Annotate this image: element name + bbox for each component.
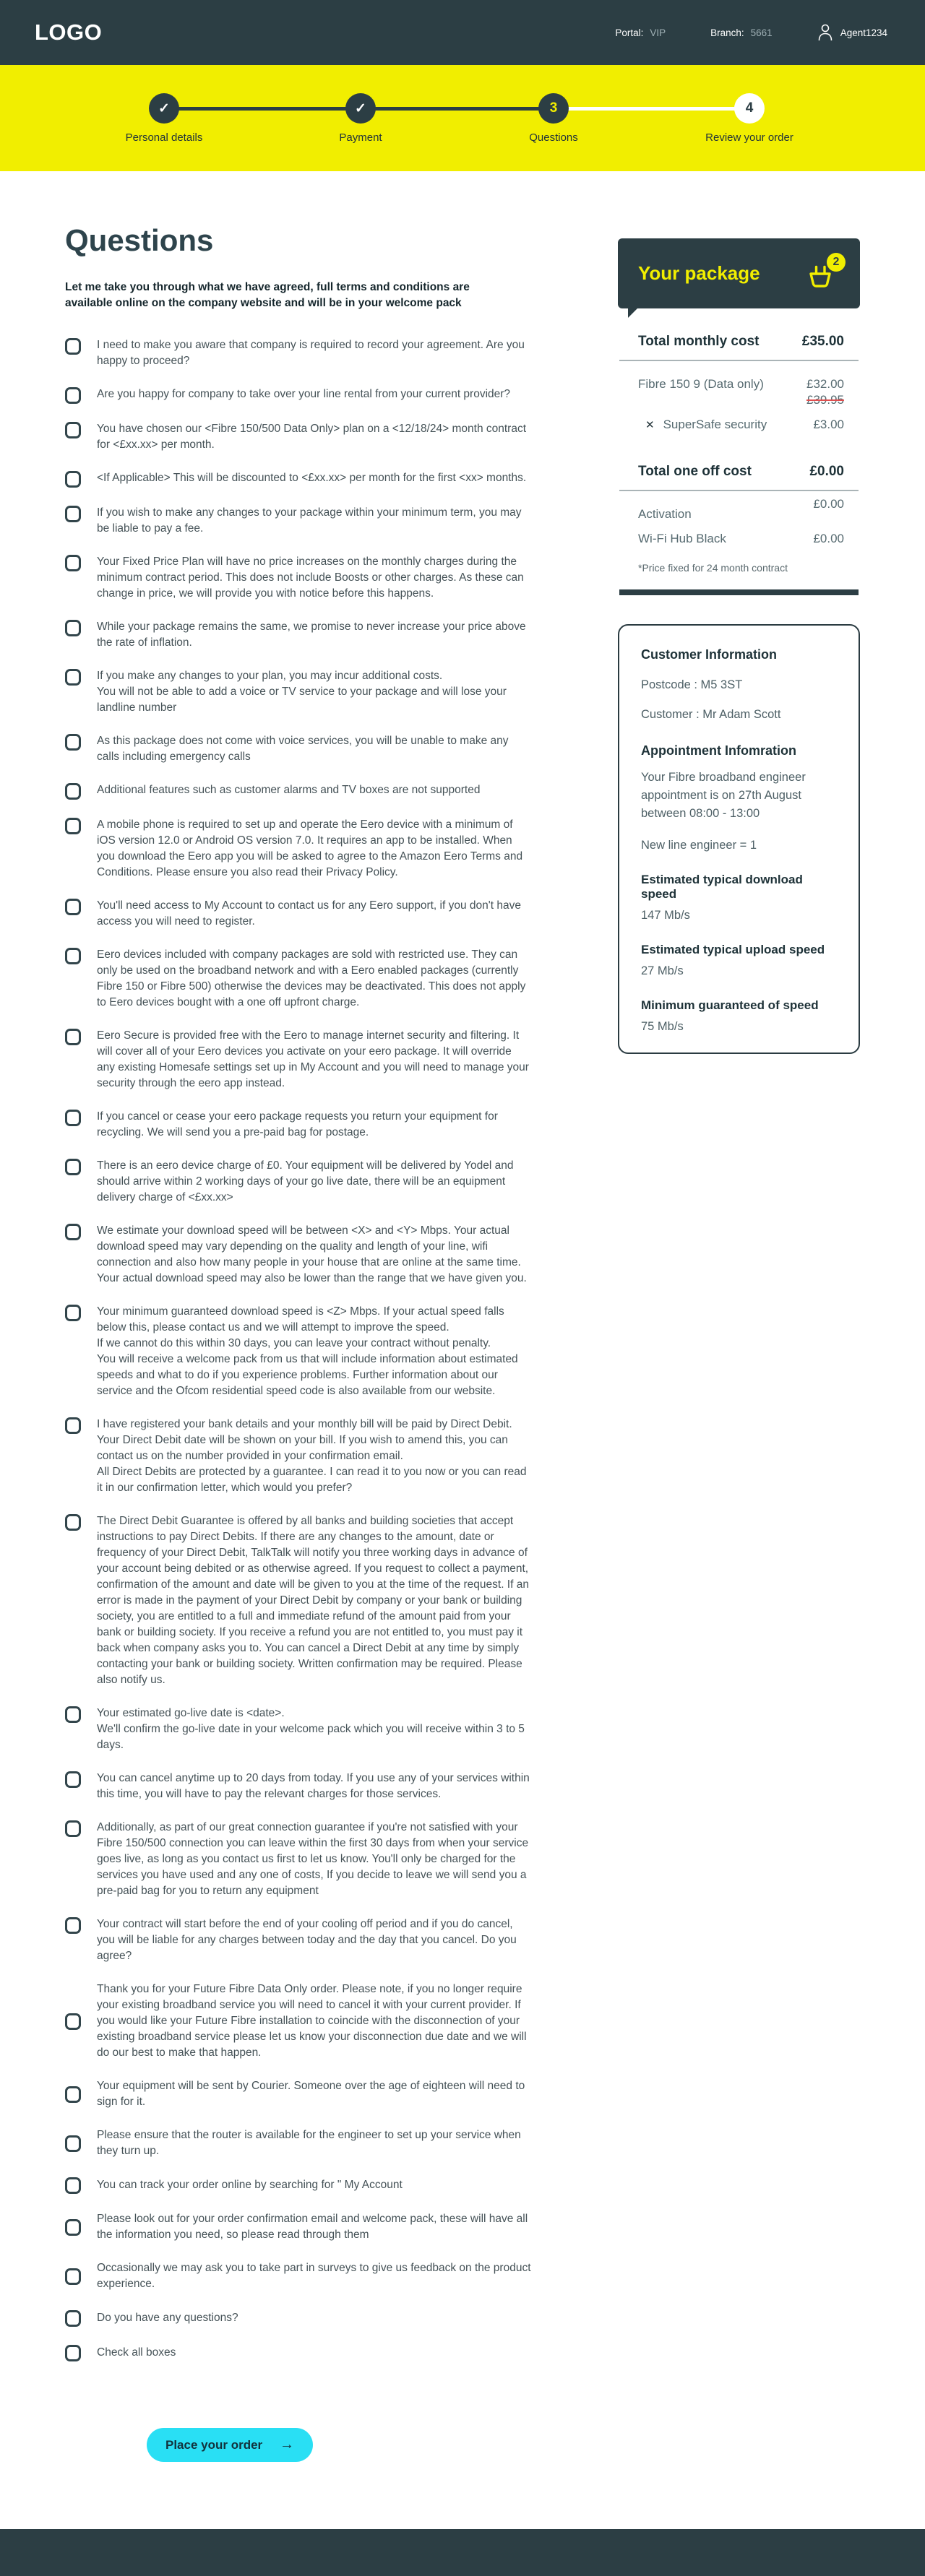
checklist-item xyxy=(65,1304,531,1399)
item-checkbox[interactable] xyxy=(65,1771,81,1788)
price-item-label xyxy=(638,377,764,392)
package-card-bottom-bar xyxy=(619,589,859,595)
oneoff-total-value: £0.00 xyxy=(809,464,844,479)
checklist-item xyxy=(65,619,531,651)
speed-block xyxy=(641,998,837,1034)
item-text: Your contract will start before the end of your cooling off period and if you do cancel, you will be liable for any charges between today and the day that you cancel. Do you agree? xyxy=(97,1918,517,1962)
item-text: Eero Secure is provided free with the Eero to manage internet security and filtering. It will cover all of your Eero devices you activate on your eero package. It will override any existing Homesafe settings set up in My Account and you will need to manage your security through the eero app instead. xyxy=(97,1029,529,1089)
item-checkbox[interactable] xyxy=(65,1305,81,1321)
price-item-value: £32.00 xyxy=(806,377,844,391)
checklist-item xyxy=(65,782,531,800)
checklist-item xyxy=(65,1916,531,1964)
item-text: Eero devices included with company packages are sold with restricted use. They can only be used on the broadband network and with a Eero enabled packages (currently Fibre 150 or Fibre 500) otherwise the devices may be deactivated. This does not apply to Eero devices bought with a one off upfront charge. xyxy=(97,948,526,1008)
price-item-name: SuperSafe security xyxy=(663,418,767,431)
item-text: Your estimated go-live date is <date>. We'll confirm the go-live date in your welcome pack which you will receive within 3 to 5 days. xyxy=(97,1707,525,1751)
checklist-item xyxy=(65,898,531,930)
checklist-item xyxy=(65,2309,531,2327)
place-order-label: Place your order xyxy=(165,2437,263,2452)
checklist-item xyxy=(65,817,531,881)
price-item-name: Wi-Fi Hub Black xyxy=(638,532,726,545)
checklist-item xyxy=(65,470,531,488)
step-2-check-icon[interactable]: ✓ xyxy=(345,93,376,124)
price-item-label xyxy=(638,418,767,432)
branch-label: Branch: xyxy=(710,27,744,38)
item-checkbox[interactable] xyxy=(65,669,81,686)
item-checkbox[interactable] xyxy=(65,1706,81,1723)
price-row xyxy=(638,418,844,432)
item-checkbox[interactable] xyxy=(65,1029,81,1045)
price-item-values xyxy=(813,497,844,522)
agent-name: Agent1234 xyxy=(840,27,887,38)
item-text: If you cancel or cease your eero package requests you return your equipment for recycling. We will send you a pre-paid bag for postage. xyxy=(97,1110,498,1138)
page-title: Questions xyxy=(65,223,214,257)
main-content xyxy=(0,171,925,2462)
item-checkbox[interactable] xyxy=(65,2345,81,2361)
speed-block xyxy=(641,873,837,922)
item-text: If you wish to make any changes to your package within your minimum term, you may be liable to pay a fee. xyxy=(97,506,522,535)
step-4-number[interactable]: 4 xyxy=(734,93,765,124)
checklist-item xyxy=(65,2127,531,2159)
app-header xyxy=(0,0,925,65)
checklist-item xyxy=(65,386,531,404)
customer-name: Customer : Mr Adam Scott xyxy=(641,708,781,721)
oneoff-total-row xyxy=(619,464,859,491)
item-checkbox[interactable] xyxy=(65,555,81,571)
package-card-header xyxy=(618,238,860,308)
item-text: Your equipment will be sent by Courier. Someone over the age of eighteen will need to sign for it. xyxy=(97,2080,525,2108)
price-item-label xyxy=(638,507,692,522)
speed-label: Estimated typical upload speed xyxy=(641,943,825,956)
item-checkbox[interactable] xyxy=(65,422,81,438)
price-item-value: £3.00 xyxy=(813,418,844,431)
speed-block xyxy=(641,943,837,978)
logo: LOGO xyxy=(35,20,103,45)
monthly-total-label: Total monthly cost xyxy=(638,334,760,349)
item-checkbox[interactable] xyxy=(65,1820,81,1837)
item-checkbox[interactable] xyxy=(65,2177,81,2194)
step-1-check-icon[interactable]: ✓ xyxy=(149,93,179,124)
item-checkbox[interactable] xyxy=(65,2219,81,2236)
checklist-item xyxy=(65,2344,531,2361)
item-checkbox[interactable] xyxy=(65,2013,81,2030)
item-text: Are you happy for company to take over your line rental from your current provider? xyxy=(97,388,511,400)
item-text: A mobile phone is required to set up and operate the Eero device with a minimum of iOS version 12.0 or Android OS version 7.0. It requires an app to be installed. When you download the Eero app you will be asked to agree to the Amazon Eero Terms and Conditions. Please ensure you also read their Privacy Policy. xyxy=(97,818,523,878)
step-1-label: Personal details xyxy=(125,131,203,144)
header-meta xyxy=(615,23,887,42)
monthly-total-value: £35.00 xyxy=(801,334,844,349)
oneoff-total-label: Total one off cost xyxy=(638,464,752,479)
item-checkbox[interactable] xyxy=(65,948,81,964)
basket-icon[interactable] xyxy=(806,257,840,290)
branch-info xyxy=(710,27,773,38)
speed-label: Minimum guaranteed of speed xyxy=(641,998,819,1012)
price-item-values xyxy=(806,377,844,407)
customer-postcode: Postcode : M5 3ST xyxy=(641,678,743,691)
package-card-body xyxy=(618,334,860,595)
user-icon xyxy=(817,23,833,42)
portal-value: VIP xyxy=(650,27,666,38)
checklist-item xyxy=(65,1109,531,1141)
checklist-item xyxy=(65,554,531,602)
checklist-item xyxy=(65,1417,531,1496)
price-item-label xyxy=(638,532,726,546)
item-checkbox[interactable] xyxy=(65,506,81,522)
price-item-was: £39.95 xyxy=(806,393,844,407)
item-text: The Direct Debit Guarantee is offered by all banks and building societies that accept instructions to pay Direct Debits. If there are any changes to the amount, date or frequency of your Direct Debit, TalkTalk will notify you three working days in advance of your account being debited or as otherwise agreed. If you request to collect a payment, confirmation of the amount and date will be given to you at the time of the request. If an error is made in the payment of your Direct Debit by company or your bank or building society, you are entitled to a full and immediate refund of the amount paid from your bank or building society. If you receive a refund you are not entitled to, you must pay it back when company asks you to. You can cancel a Direct Debit at any time by simply contacting your bank or building society. Written confirmation may be required. Please also notify us. xyxy=(97,1515,529,1686)
remove-item-icon[interactable]: ✕ xyxy=(645,419,655,431)
item-checkbox[interactable] xyxy=(65,2135,81,2152)
checklist-item xyxy=(65,1028,531,1092)
speed-list xyxy=(641,873,837,1034)
page-footer xyxy=(0,2529,925,2576)
appointment-title: Appointment Infomration xyxy=(641,743,796,758)
item-text: While your package remains the same, we promise to never increase your price above the rate of inflation. xyxy=(97,621,526,649)
questions-section xyxy=(65,171,549,2462)
speed-value: 147 Mb/s xyxy=(641,909,690,922)
item-text: Do you have any questions? xyxy=(97,2312,238,2324)
customer-info-card xyxy=(618,624,860,1054)
place-order-button[interactable] xyxy=(147,2428,313,2462)
portal-info xyxy=(615,27,666,38)
intro-text: Let me take you through what we have agreed, full terms and conditions are available online on the company website and will be in your welcome pack xyxy=(65,281,470,309)
checklist-item xyxy=(65,1706,531,1753)
checklist-item xyxy=(65,1513,531,1688)
item-checkbox[interactable] xyxy=(65,387,81,404)
item-text: You have chosen our <Fibre 150/500 Data Only> plan on a <12/18/24> month contract for <£xx.xx> per month. xyxy=(97,423,527,451)
monthly-total-row xyxy=(619,334,859,361)
item-text: I have registered your bank details and your monthly bill will be paid by Direct Debit. Your Direct Debit date will be shown on your bill. If you wish to amend this, you can contact us on the number provided in your confirmation email. All Direct Debits are protected by a guarantee. I can read it to you now or you can read it in our confirmation letter, which would you prefer? xyxy=(97,1418,527,1494)
price-item-values xyxy=(813,532,844,546)
step-2-label: Payment xyxy=(339,131,382,144)
branch-value: 5661 xyxy=(750,27,773,38)
item-text: Additionally, as part of our great connection guarantee if you're not satisfied with your Fibre 150/500 connection you can leave within the first 30 days from when your service goes live, as long as you contact us first to let us know. You'll only be charged for the services you have used and any one of costs, If you decide to leave we will send you a pre-paid bag for you to return any equipment xyxy=(97,1821,529,1897)
item-checkbox[interactable] xyxy=(65,2310,81,2327)
item-text: <If Applicable> This will be discounted to <£xx.xx> per month for the first <xx> months. xyxy=(97,472,527,484)
price-row xyxy=(638,497,844,522)
checklist-item xyxy=(65,2078,531,2110)
price-item-name: Fibre 150 9 (Data only) xyxy=(638,377,764,391)
item-text: You'll need access to My Account to contact us for any Eero support, if you don't have access you will need to register. xyxy=(97,899,521,928)
arrow-right-icon: → xyxy=(280,2437,294,2452)
item-text: Please look out for your order confirmation email and welcome pack, these will have all the information you need, so please read through them xyxy=(97,2213,528,2241)
checklist-item xyxy=(65,2260,531,2292)
price-item-values xyxy=(813,418,844,432)
checklist-item xyxy=(65,947,531,1011)
item-text: Please ensure that the router is available for the engineer to set up your service when they turn up. xyxy=(97,2129,521,2157)
item-text: You can cancel anytime up to 20 days from today. If you use any of your services within this time, you will have to pay the relevant charges for those services. xyxy=(97,1772,530,1800)
checklist-item xyxy=(65,668,531,716)
price-item-value: £0.00 xyxy=(813,532,844,545)
engineer-info: New line engineer = 1 xyxy=(641,839,757,852)
checklist-item xyxy=(65,505,531,537)
customer-info-title: Customer Information xyxy=(641,647,778,662)
appointment-text: Your Fibre broadband engineer appointment is on 27th August between 08:00 - 13:00 xyxy=(641,771,806,820)
item-checkbox[interactable] xyxy=(65,818,81,834)
speed-label: Estimated typical download speed xyxy=(641,873,803,901)
portal-label: Portal: xyxy=(615,27,644,38)
item-text: Check all boxes xyxy=(97,2346,176,2359)
speech-tail xyxy=(628,308,637,318)
price-row xyxy=(638,377,844,407)
oneoff-items xyxy=(619,491,859,546)
speed-value: 27 Mb/s xyxy=(641,964,684,977)
item-checkbox[interactable] xyxy=(65,1110,81,1126)
item-text: Your Fixed Price Plan will have no price increases on the monthly charges during the minimum contract period. This does not include Boosts or other charges. As these can change in price, we will provide you with notice before this happens. xyxy=(97,556,524,600)
item-text: Your minimum guaranteed download speed is <Z> Mbps. If your actual speed falls below this, please contact us and we will attempt to improve the speed. If we cannot do this within 30 days, you can leave your contract without penalty. You will receive a welcome pack from us that will include information about estimated speeds and what to do if you experience problems. Further information about our service and the Ofcom residential speed code is also available from our website. xyxy=(97,1305,518,1397)
checklist-item xyxy=(65,2211,531,2243)
item-checkbox[interactable] xyxy=(65,734,81,751)
price-item-value: £0.00 xyxy=(813,497,844,511)
checklist-item xyxy=(65,1981,531,2061)
item-text: As this package does not come with voice services, you will be unable to make any calls including emergency calls xyxy=(97,735,509,763)
basket-count-badge: 2 xyxy=(827,253,846,272)
item-checkbox[interactable] xyxy=(65,1417,81,1434)
checklist-item xyxy=(65,2177,531,2194)
checklist-item xyxy=(65,1820,531,1899)
item-text: We estimate your download speed will be between <X> and <Y> Mbps. Your actual download speed may vary depending on the quality and length of your line, wifi connection and also how many people in your house that are online at the same time. Your actual download speed may also be lower than the range that we have given you. xyxy=(97,1224,527,1284)
item-text: Occasionally we may ask you to take part in surveys to give us feedback on the product experience. xyxy=(97,2262,531,2290)
item-checkbox[interactable] xyxy=(65,2268,81,2285)
price-row xyxy=(638,532,844,546)
item-checkbox[interactable] xyxy=(65,471,81,488)
checklist-item xyxy=(65,733,531,765)
item-text: You can track your order online by searching for " My Account xyxy=(97,2179,403,2191)
price-fixed-note: *Price fixed for 24 month contract xyxy=(638,562,788,574)
item-text: Additional features such as customer alarms and TV boxes are not supported xyxy=(97,784,481,796)
monthly-items xyxy=(619,361,859,432)
checklist-item xyxy=(65,1771,531,1802)
step-3-label: Questions xyxy=(529,131,578,144)
step-3-number[interactable]: 3 xyxy=(538,93,569,124)
progress-stepper xyxy=(0,65,925,171)
price-item-name: Activation xyxy=(638,507,692,521)
stepper-line-remaining xyxy=(554,107,749,111)
package-card xyxy=(618,238,860,595)
agent-info xyxy=(817,23,887,42)
item-text: I need to make you aware that company is required to record your agreement. Are you happy to proceed? xyxy=(97,339,525,367)
step-4-label: Review your order xyxy=(705,131,793,144)
checklist-item xyxy=(65,1158,531,1206)
checklist-item xyxy=(65,337,531,369)
item-checkbox[interactable] xyxy=(65,2086,81,2103)
item-text: Thank you for your Future Fibre Data Only order. Please note, if you no longer require your existing broadband service you will need to cancel it with your current provider. If you would like your Future Fibre installation to coincide with the disconnection of your existing broadband service please let us know your disconnection due date and we will do our best to make that happen. xyxy=(97,1983,527,2059)
question-checklist xyxy=(65,337,549,2361)
checklist-item xyxy=(65,1223,531,1287)
checklist-item xyxy=(65,421,531,453)
item-text: If you make any changes to your plan, you may incur additional costs. You will not be able to add a voice or TV service to your package and will lose your landline number xyxy=(97,670,507,714)
item-checkbox[interactable] xyxy=(65,338,81,355)
item-checkbox[interactable] xyxy=(65,1514,81,1531)
item-checkbox[interactable] xyxy=(65,899,81,915)
item-checkbox[interactable] xyxy=(65,1159,81,1175)
item-checkbox[interactable] xyxy=(65,1917,81,1934)
order-summary-sidebar xyxy=(618,238,860,1054)
item-text: There is an eero device charge of £0. Your equipment will be delivered by Yodel and should arrive within 2 working days of your go live date, there will be an equipment delivery charge of <£xx.xx> xyxy=(97,1159,514,1203)
item-checkbox[interactable] xyxy=(65,783,81,800)
item-checkbox[interactable] xyxy=(65,1224,81,1240)
item-checkbox[interactable] xyxy=(65,620,81,636)
speed-value: 75 Mb/s xyxy=(641,1020,684,1033)
package-title: Your package xyxy=(638,262,760,284)
